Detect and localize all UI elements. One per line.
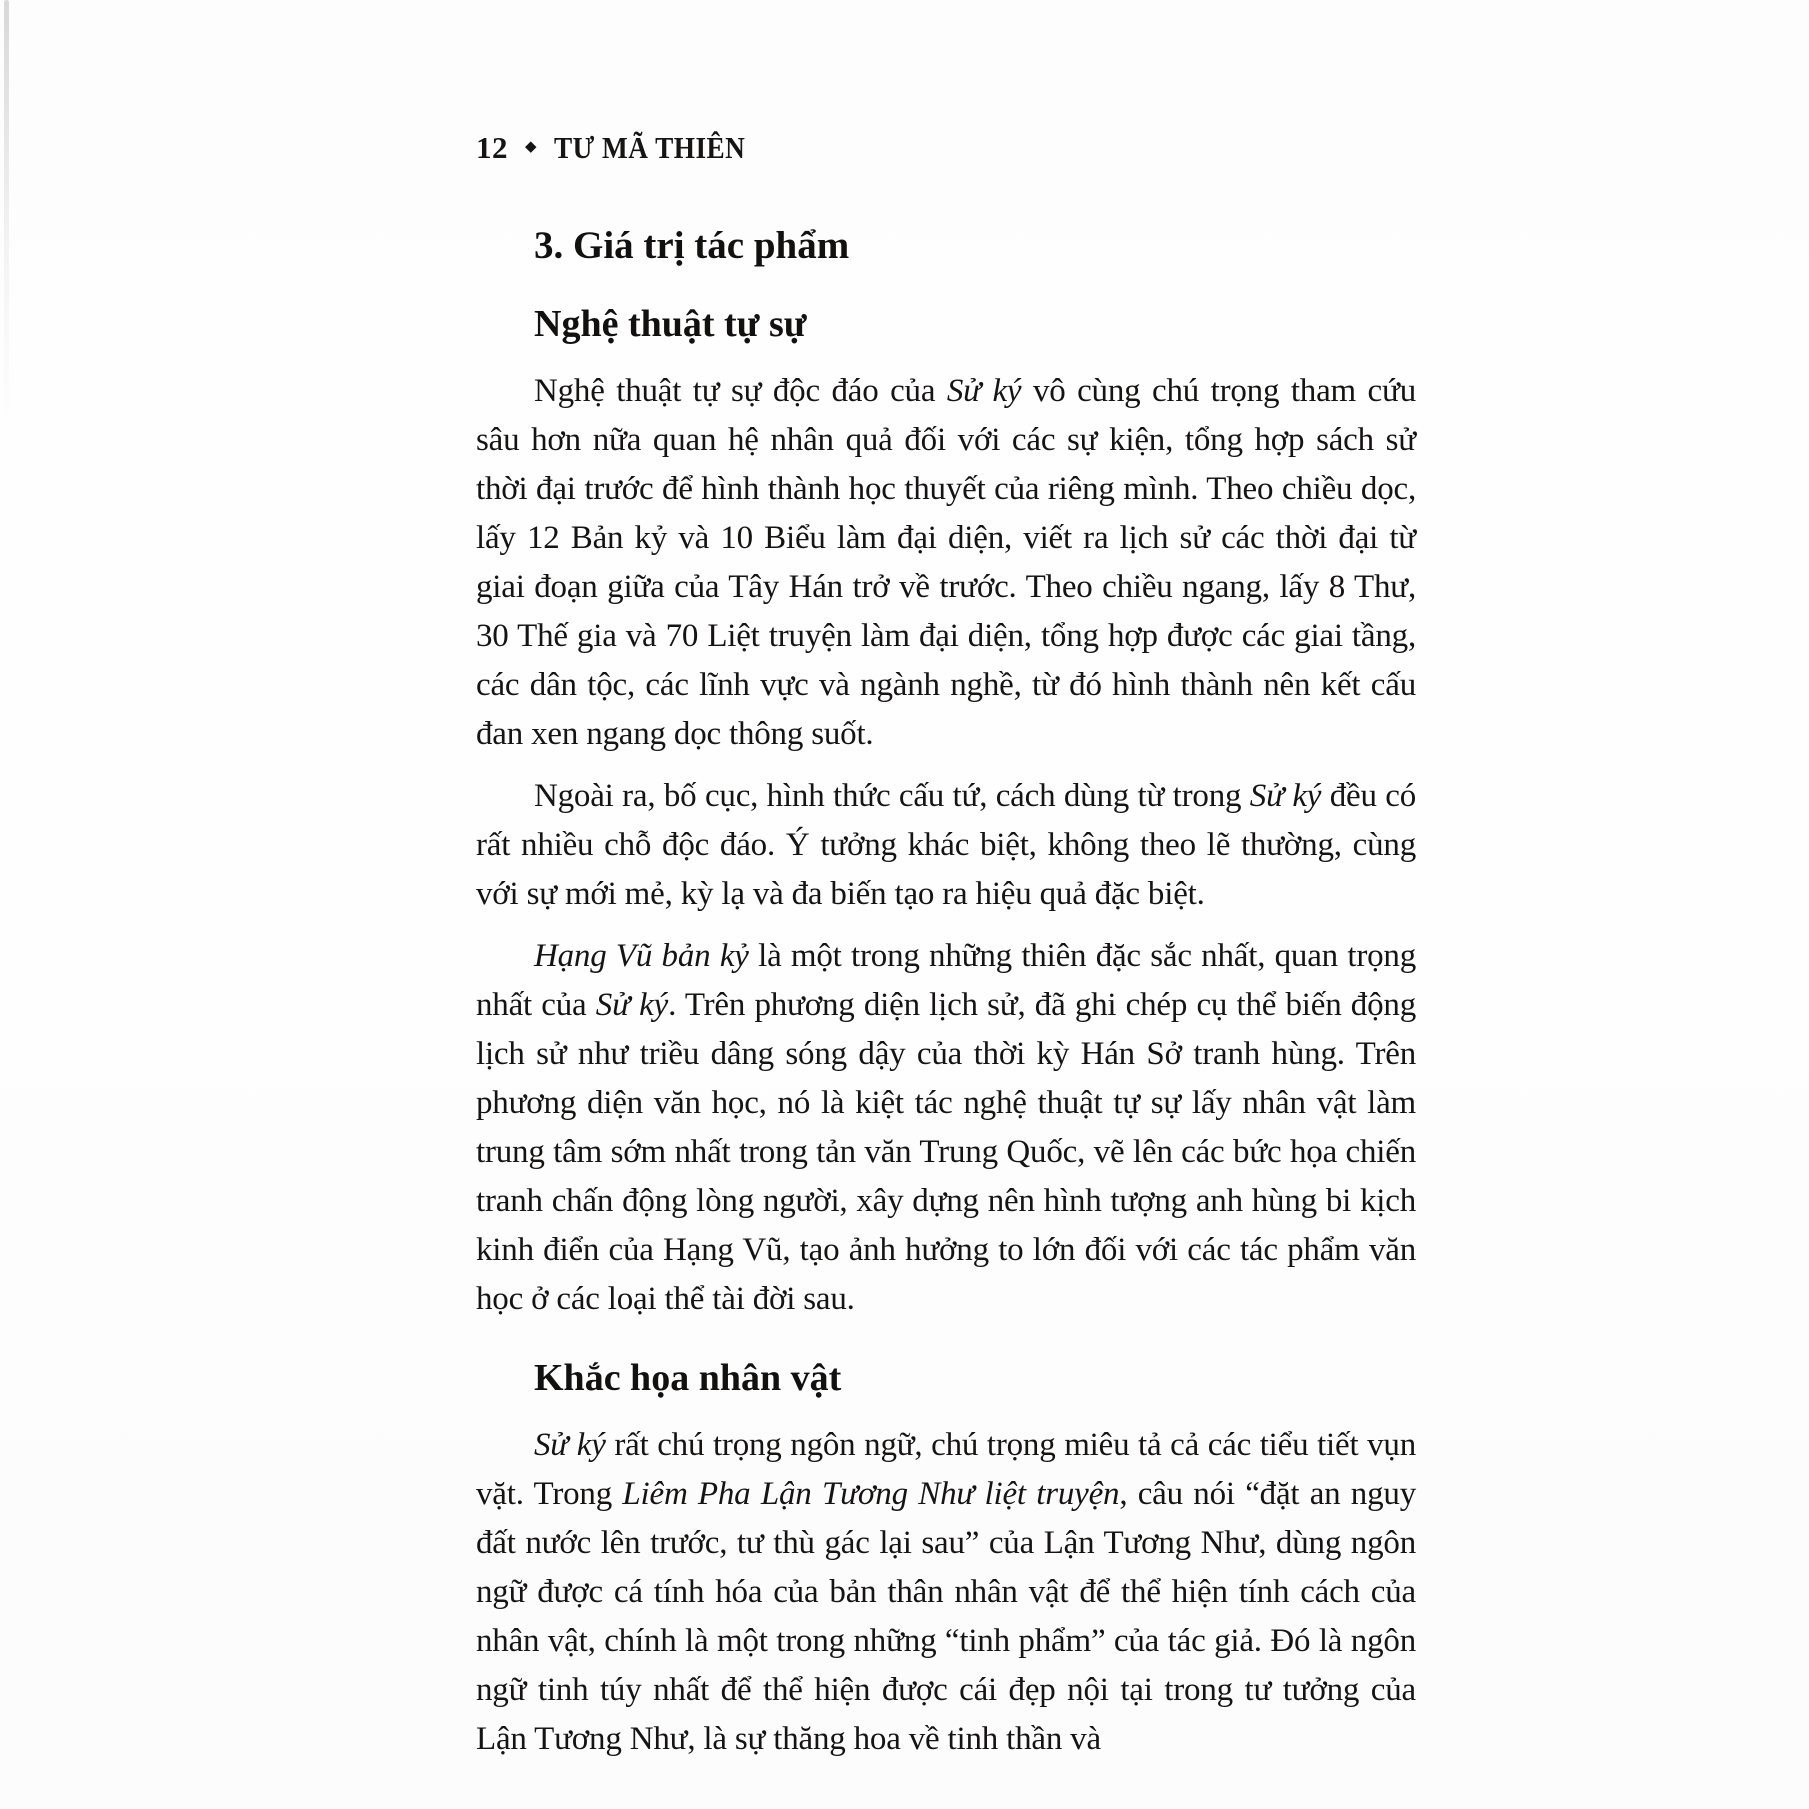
text-run: . Trên phương diện lịch sử, đã ghi chép cụ thể biến động lịch sử như triều dâng sóng dậy của thời kỳ Hán Sở tranh hùng. Trên phương diện văn học, nó là kiệt tác nghệ thuật tự sự lấy nhân vật làm trung tâm sớm nhất trong tản văn Trung Quốc, vẽ lên các bức họa chiến tranh chấn động lòng người, xây dựng nên hình tượng anh hùng bi kịch kinh điển của Hạng Vũ, tạo ảnh hưởng to lớn đối với các tác phẩm văn học ở các loại thể tài đời sau. — [476, 987, 1417, 1317]
italic-text-run: Sử ký — [534, 1427, 606, 1463]
page-number: 12 — [476, 130, 508, 165]
text-run: , câu nói “đặt an nguy đất nước lên trước, tư thù gác lại sau” của Lận Tương Như, dùng ngôn ngữ được cá tính hóa của bản thân nhân vật để thể hiện tính cách của nhân vật, chính là một trong những “tinh phẩm” của tác giả. Đó là ngôn ngữ tinh túy nhất để thể hiện được cái đẹp nội tại trong tư tưởng của Lận Tương Như, là sự thăng hoa về tinh thần và — [476, 1476, 1417, 1757]
text-run: vô cùng chú trọng tham cứu sâu hơn nữa quan hệ nhân quả đối với các sự kiện, tổng hợp sách sử thời đại trước để hình thành học thuyết của riêng mình. Theo chiều dọc, lấy 12 Bản kỷ và 10 Biểu làm đại diện, viết ra lịch sử các thời đại từ giai đoạn giữa của Tây Hán trở về trước. Theo chiều ngang, lấy 8 Thư, 30 Thế gia và 70 Liệt truyện làm đại diện, tổng hợp được các giai tầng, các dân tộc, các lĩnh vực và ngành nghề, từ đó hình thành nên kết cấu đan xen ngang dọc thông suốt. — [476, 373, 1416, 752]
text-run: là một trong những thiên đặc sắc nhất, quan trọng nhất của — [476, 938, 1417, 1023]
paragraph — [476, 932, 1416, 1324]
italic-text-run: Sử ký — [946, 373, 1022, 409]
text-run: Ngoài ra, bố cục, hình thức cấu tứ, cách dùng từ trong — [534, 778, 1250, 814]
diamond-separator-icon: ◆ — [525, 139, 537, 155]
running-title: TƯ MÃ THIÊN — [553, 130, 745, 165]
text-run: đều có rất nhiều chỗ độc đáo. Ý tưởng khác biệt, không theo lẽ thường, cùng với sự mới mẻ, kỳ lạ và đa biến tạo ra hiệu quả đặc biệt. — [476, 778, 1416, 912]
subheading: Khắc họa nhân vật — [534, 1357, 842, 1399]
body-text — [476, 301, 1416, 1764]
scan-artifact — [4, 0, 9, 420]
italic-text-run: Hạng Vũ bản kỷ — [534, 938, 749, 974]
text-run: Nghệ thuật tự sự độc đáo của — [534, 373, 947, 409]
section-heading: 3. Giá trị tác phẩm — [534, 224, 850, 267]
text-column — [476, 130, 1416, 1777]
subheading: Nghệ thuật tự sự — [534, 303, 807, 345]
italic-text-run: Sử ký — [595, 987, 669, 1023]
running-header — [476, 130, 1416, 166]
paragraph — [476, 1421, 1416, 1764]
paragraph — [476, 772, 1416, 919]
italic-text-run: Sử ký — [1249, 778, 1322, 814]
text-run: rất chú trọng ngôn ngữ, chú trọng miêu tả cả các tiểu tiết vụn vặt. Trong — [476, 1427, 1416, 1512]
italic-text-run: Liêm Pha Lận Tương Như liệt truyện — [622, 1476, 1120, 1512]
paragraph — [476, 367, 1416, 759]
